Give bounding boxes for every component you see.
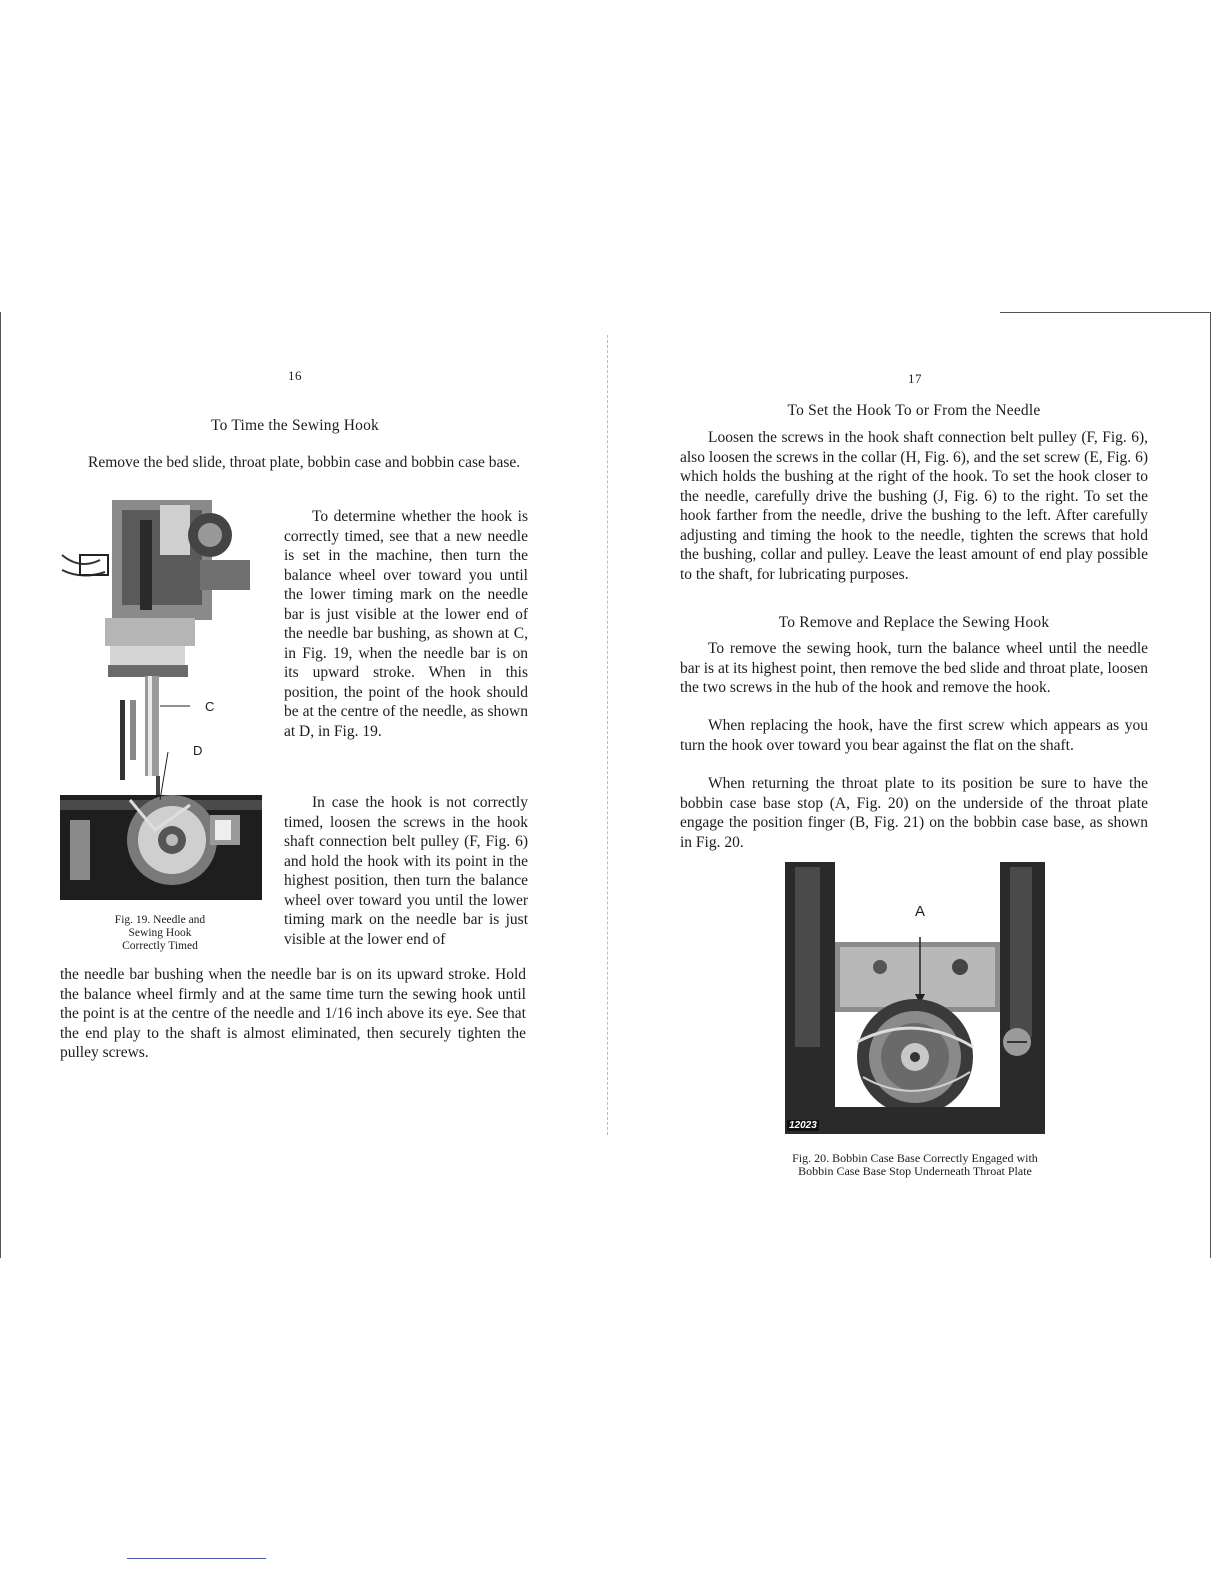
fig19-caption-line-2: Sewing Hook bbox=[128, 927, 192, 939]
fig19-caption-line-3: Correctly Timed bbox=[122, 940, 198, 952]
section-heading-time-hook: To Time the Sewing Hook bbox=[210, 417, 379, 434]
intro-paragraph: Remove the bed slide, throat plate, bobbin case and bobbin case base. bbox=[88, 454, 521, 471]
page-number-left: 16 bbox=[288, 368, 302, 383]
section-heading-set-hook: To Set the Hook To or From the Needle bbox=[787, 402, 1041, 419]
fig19-caption bbox=[90, 914, 230, 953]
remove-hook-paragraph: To remove the sewing hook, turn the balance wheel until the needle bar is at its highest point, then remove the bed slide and throat plate, loosen the two screws in the hub of the hook and remove the hook. bbox=[680, 640, 1148, 696]
fig20-caption-line-1: Fig. 20. Bobbin Case Base Correctly Engaged with bbox=[792, 1151, 1038, 1165]
fig20-label-a: A bbox=[915, 903, 926, 920]
timing-paragraph-1: To determine whether the hook is correctly timed, see that a new needle is set in the machine, then turn the balance wheel over toward you until the lower timing mark on the needle bar is just visible at the lower end of the needle bar bushing, as shown at C, in Fig. 19, when the needle bar is on its upward stroke. When in this position, the point of the hook should be at the centre of the needle, as shown at D, in Fig. 19. bbox=[284, 508, 528, 740]
fig19-photo bbox=[60, 500, 262, 900]
fig19-label-c: C bbox=[205, 699, 215, 714]
page-number-right: 17 bbox=[908, 371, 922, 386]
top-right-rule bbox=[1000, 312, 1210, 313]
set-hook-paragraph: Loosen the screws in the hook shaft connection belt pulley (F, Fig. 6), also loosen the screws in the collar (H, Fig. 6), and the set screw (E, Fig. 6) which holds the bushing at the right of the hook. To set the hook closer to the needle, carefully drive the bushing (J, Fig. 6) to the right. To set the hook farther from the needle, drive the bushing to the left. After carefully adjusting and timing the hook to the needle, tighten the screws that hold the bushing, collar and pulley. Leave the least amount of end play possible to the shaft, for lubricating purposes. bbox=[680, 429, 1148, 583]
fig19-label-d: D bbox=[193, 743, 203, 758]
right-page-edge bbox=[1210, 312, 1211, 1258]
center-gutter bbox=[607, 335, 609, 1135]
fig20-caption-line-2: Bobbin Case Base Stop Underneath Throat Plate bbox=[798, 1164, 1032, 1178]
timing-paragraph-2: In case the hook is not correctly timed, loosen the screws in the hook shaft connection belt pulley (F, Fig. 6) and hold the hook with its point in the highest position, then turn the balance wheel over toward you until the lower timing mark on the needle bar is just visible at the lower end of bbox=[284, 794, 528, 948]
fig20-caption bbox=[720, 1152, 1110, 1178]
left-page-edge bbox=[0, 312, 1, 1258]
fig19-caption-line-1: Fig. 19. Needle and bbox=[114, 914, 206, 926]
throat-plate-paragraph: When returning the throat plate to its position be sure to have the bobbin case base stop (A, Fig. 20) on the underside of the throat plate engage the position finger (B, Fig. 21) on the bobbin case base, as shown in Fig. 20. bbox=[680, 775, 1148, 851]
fig20-plate-number: 12023 bbox=[789, 1120, 817, 1131]
section-heading-remove-hook: To Remove and Replace the Sewing Hook bbox=[778, 614, 1050, 631]
timing-paragraph-continued: the needle bar bushing when the needle bar is on its upward stroke. Hold the balance wheel firmly and at the same time turn the sewing hook until the point is at the centre of the needle and 1/16 inch above its eye. See that the end play to the shaft is almost eliminated, then securely tighten the pulley screws. bbox=[60, 966, 526, 1061]
replace-hook-paragraph: When replacing the hook, have the first screw which appears as you turn the hook over toward you bear against the flat on the shaft. bbox=[680, 717, 1148, 754]
bottom-link-underline bbox=[127, 1558, 266, 1559]
